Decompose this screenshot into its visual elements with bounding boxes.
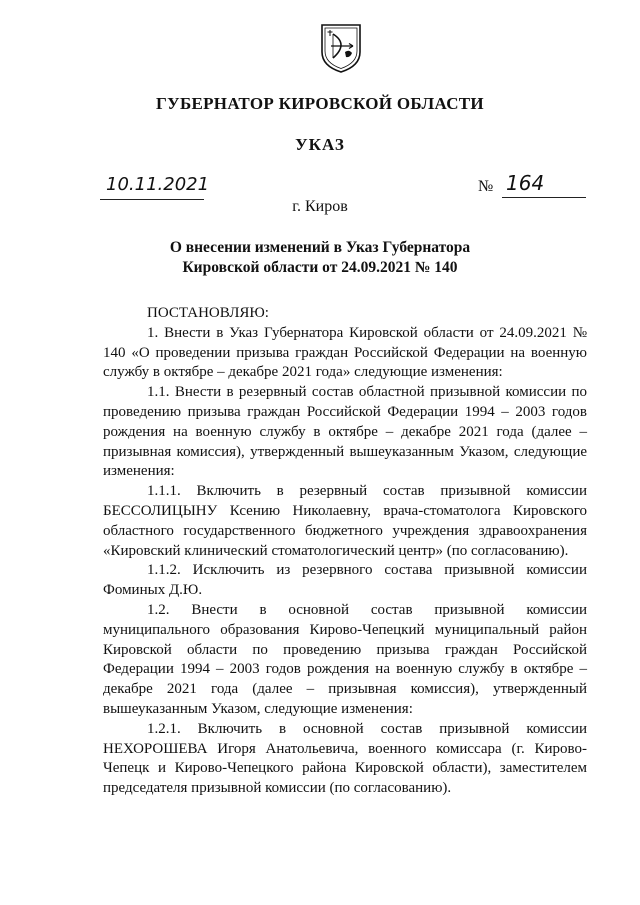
paragraph-1: 1. Внести в Указ Губернатора Кировской области от 24.09.2021 № 140 «О проведении призыва граждан Российской Федерации на военную службу в октябре – декабре 2021 года» следующие изменения: [103, 324, 587, 381]
document-type: УКАЗ [295, 135, 345, 154]
document-number: 164 [502, 170, 586, 198]
paragraph-1-1: 1.1. Внести в резервный состав областной призывной комиссии по проведению призыва граждан Российской Федерации 1994 – 2003 годов рождения на военную службу в октябре – декабре 2021 года (далее – призывная комиссия), утвержденный вышеуказанным Указом, следующие изменения: [103, 384, 587, 480]
number-label: № [478, 178, 494, 195]
city: г. Киров [292, 198, 348, 215]
paragraph-1-2-1: 1.2.1. Включить в основной состав призывной комиссии НЕХОРОШЕВА Игоря Анатольевича, военного комиссара (г. Кирово-Чепецк и Кирово-Чепецкого района Кировской области), заместителем председателя призывной комиссии (по согласованию). [103, 720, 587, 797]
title-line-1: О внесении изменений в Указ Губернатора [169, 239, 471, 256]
title-line-2: Кировской области от 24.09.2021 № 140 [182, 259, 458, 276]
paragraph-1-2: 1.2. Внести в основной состав призывной комиссии муниципального образования Кирово-Чепецкий муниципальный район Кировской области по проведению призыва граждан Российской Федерации 1994 – 2003 годов рождения на военную службу в октябре – декабре 2021 года (далее – призывная комиссия), утвержденный вышеуказанным Указом, следующие изменения: [103, 601, 587, 717]
paragraph-1-1-2: 1.1.2. Исключить из резервного состава призывной комиссии Фоминых Д.Ю. [103, 562, 587, 599]
issuing-authority: ГУБЕРНАТОР КИРОВСКОЙ ОБЛАСТИ [156, 94, 484, 113]
coat-of-arms-icon [319, 22, 363, 74]
document-date: 10.11.2021 [100, 174, 204, 200]
paragraph-1-1-1: 1.1.1. Включить в резервный состав призывной комиссии БЕССОЛИЦЫНУ Ксению Николаевну, врача-стоматолога Кировского областного государственного бюджетного учреждения здравоохранения «Кировский клинический стоматологический центр» (по согласованию). [103, 483, 587, 559]
decree-word: ПОСТАНОВЛЯЮ: [147, 305, 269, 321]
document-body [103, 304, 587, 799]
document-title [0, 238, 640, 278]
